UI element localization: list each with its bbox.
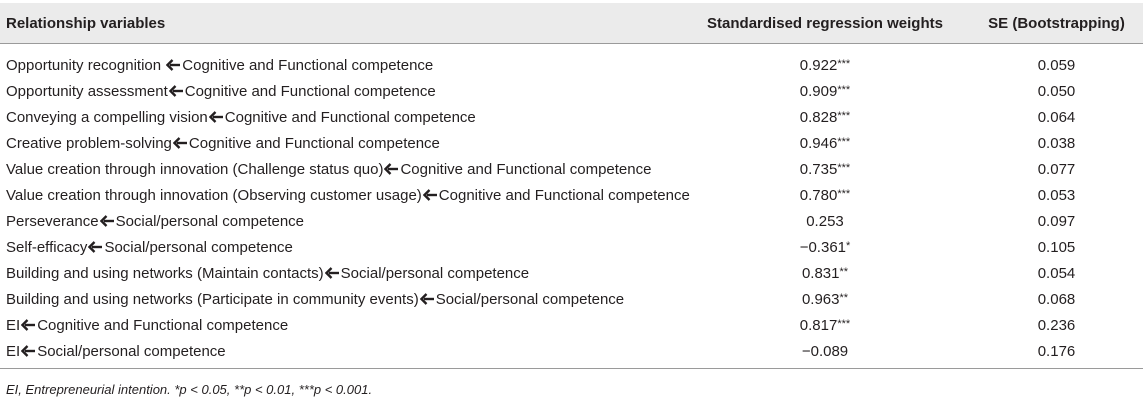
table-row [0, 104, 1143, 130]
significance-marker: *** [837, 135, 851, 148]
regression-weight-cell [680, 312, 970, 338]
table-row [0, 312, 1143, 338]
regression-weight-value: 0.909 [799, 82, 838, 100]
table-header-row [0, 3, 1143, 44]
left-arrow-icon [166, 58, 181, 70]
significance-marker: *** [837, 161, 851, 174]
relationship-cell [0, 130, 680, 156]
se-cell: 0.105 [1037, 238, 1076, 256]
left-arrow-icon [209, 110, 224, 122]
regression-weight-value: −0.361 [799, 238, 846, 256]
left-arrow-icon [21, 344, 36, 356]
relationship-from: Creative problem-solving [6, 134, 172, 152]
relationship-from: Self-efficacy [6, 238, 88, 256]
relationship-to: Cognitive and Functional competence [182, 56, 434, 74]
regression-weight-value: 0.831 [801, 264, 840, 282]
regression-weight-value: 0.828 [799, 108, 838, 126]
relationship-to: Social/personal competence [340, 264, 530, 282]
left-arrow-icon [21, 318, 36, 330]
table-row [0, 156, 1143, 182]
se-cell: 0.077 [1037, 160, 1076, 178]
regression-weight-value: 0.946 [799, 134, 838, 152]
regression-weight-cell [680, 338, 970, 369]
relationship-from: Building and using networks (Maintain contacts) [6, 264, 324, 282]
relationship-cell [0, 78, 680, 104]
relationship-from: Conveying a compelling vision [6, 108, 208, 126]
relationship-to: Cognitive and Functional competence [188, 134, 440, 152]
se-cell: 0.053 [1037, 186, 1076, 204]
se-cell: 0.064 [1037, 108, 1076, 126]
relationship-cell [0, 208, 680, 234]
relationship-to: Cognitive and Functional competence [224, 108, 476, 126]
header-relationship-variables: Relationship variables [0, 3, 680, 44]
relationship-cell [0, 44, 680, 79]
left-arrow-icon [173, 136, 188, 148]
significance-marker: *** [837, 109, 851, 122]
table-row [0, 338, 1143, 369]
regression-weight-cell [680, 44, 970, 79]
relationship-cell [0, 260, 680, 286]
table-row [0, 78, 1143, 104]
relationship-from: EI [6, 342, 21, 360]
regression-weight-cell [680, 130, 970, 156]
regression-weight-cell [680, 260, 970, 286]
significance-marker: *** [837, 57, 851, 70]
table-row [0, 182, 1143, 208]
left-arrow-icon [88, 240, 103, 252]
relationship-cell [0, 234, 680, 260]
regression-weight-cell [680, 104, 970, 130]
header-se-bootstrapping: SE (Bootstrapping) [970, 3, 1143, 44]
regression-weight-value: −0.089 [801, 342, 849, 360]
relationship-to: Cognitive and Functional competence [400, 160, 652, 178]
se-cell: 0.097 [1037, 212, 1076, 230]
left-arrow-icon [384, 162, 399, 174]
table-footnote: EI, Entrepreneurial intention. *p < 0.05, **p < 0.01, ***p < 0.001. [6, 382, 373, 397]
relationship-from: EI [6, 316, 21, 334]
relationship-from: Building and using networks (Participate in community events) [6, 290, 419, 308]
se-cell: 0.038 [1037, 134, 1076, 152]
regression-weight-cell [680, 182, 970, 208]
regression-weight-cell [680, 208, 970, 234]
table-row [0, 286, 1143, 312]
significance-marker: ** [839, 291, 849, 304]
significance-marker: *** [837, 187, 851, 200]
relationship-to: Cognitive and Functional competence [184, 82, 436, 100]
table-row [0, 208, 1143, 234]
se-cell: 0.050 [1037, 82, 1076, 100]
regression-weight-value: 0.735 [799, 160, 838, 178]
regression-weight-value: 0.780 [799, 186, 838, 204]
table-body [0, 44, 1143, 369]
regression-weight-cell [680, 234, 970, 260]
left-arrow-icon [325, 266, 340, 278]
regression-weight-value: 0.922 [799, 56, 838, 74]
se-cell: 0.068 [1037, 290, 1076, 308]
se-cell: 0.054 [1037, 264, 1076, 282]
regression-weight-value: 0.253 [806, 212, 844, 230]
relationship-from: Opportunity assessment [6, 82, 168, 100]
left-arrow-icon [169, 84, 184, 96]
se-cell: 0.176 [970, 338, 1143, 369]
relationship-cell [0, 182, 690, 208]
relationship-from: Perseverance [6, 212, 99, 230]
significance-marker: *** [837, 317, 851, 330]
relationship-cell [0, 156, 680, 182]
regression-weight-value: 0.817 [799, 316, 838, 334]
relationship-from: Value creation through innovation (Observing customer usage) [6, 186, 422, 204]
relationship-cell [0, 338, 680, 369]
relationship-to: Social/personal competence [104, 238, 293, 256]
relationship-cell [0, 312, 680, 338]
left-arrow-icon [423, 188, 438, 200]
table-row [0, 44, 1143, 79]
table-row [0, 234, 1143, 260]
significance-marker: ** [839, 265, 849, 278]
relationship-to: Social/personal competence [37, 342, 226, 360]
significance-marker: *** [837, 83, 851, 96]
relationship-from: Opportunity recognition [6, 56, 166, 74]
header-standardised-weights: Standardised regression weights [680, 3, 970, 44]
relationship-from: Value creation through innovation (Challenge status quo) [6, 160, 384, 178]
left-arrow-icon [100, 214, 115, 226]
relationship-to: Social/personal competence [435, 290, 625, 308]
left-arrow-icon [420, 292, 435, 304]
regression-weight-cell [680, 78, 970, 104]
significance-marker: * [846, 239, 851, 252]
table-row [0, 130, 1143, 156]
regression-weight-cell [680, 286, 970, 312]
regression-weight-value: 0.963 [801, 290, 840, 308]
relationship-to: Cognitive and Functional competence [37, 316, 289, 334]
relationship-cell [0, 104, 680, 130]
regression-weight-cell [680, 156, 970, 182]
relationship-cell [0, 286, 680, 312]
regression-results-table [0, 3, 1143, 369]
relationship-to: Social/personal competence [115, 212, 305, 230]
se-cell: 0.236 [1037, 316, 1076, 334]
relationship-to: Cognitive and Functional competence [438, 186, 690, 204]
table-row [0, 260, 1143, 286]
se-cell: 0.059 [1037, 56, 1076, 74]
